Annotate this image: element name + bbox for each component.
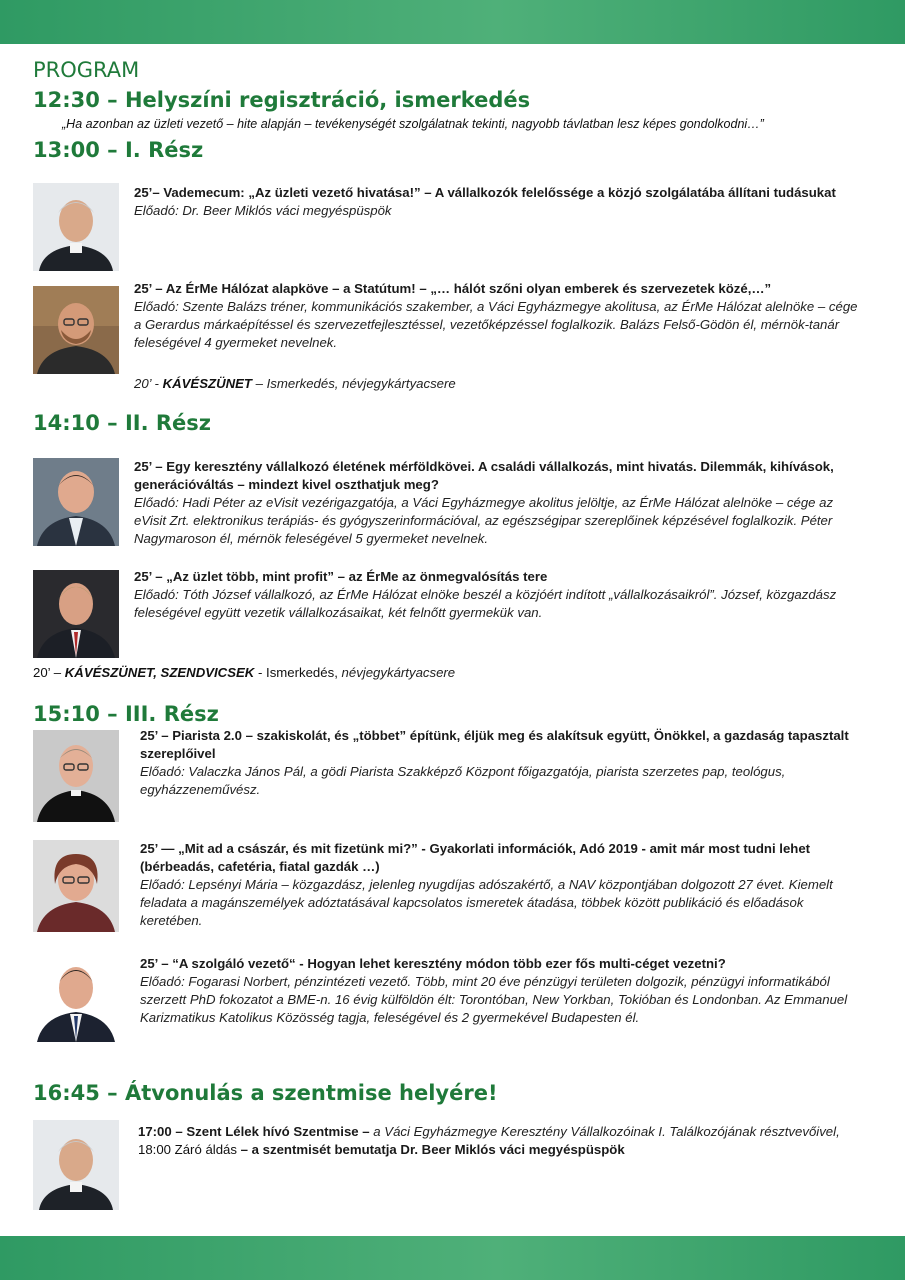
speaker-photo-beer-mass (33, 1120, 119, 1210)
speaker-photo-toth (33, 570, 119, 658)
heading-1510: 15:10 – III. Rész (33, 702, 219, 726)
talk-title: 25’ – Egy keresztény vállalkozó életének mérföldkövei. A családi vállalkozás, mint hivatás. Dilemmák, kihívások, generációváltás – mindezt kivel oszthatjuk meg? (134, 459, 834, 492)
session-1410-item1 (134, 458, 864, 548)
talk-title: 25’ — „Mit ad a császár, és mit fizetünk mi?” - Gyakorlati információk, Adó 2019 - amit már most tudni lehet (bérbeadás, cafetéria, fiatal gazdák …) (140, 841, 811, 874)
mass-info (138, 1123, 868, 1159)
talk-speaker: Előadó: Valaczka János Pál, a gödi Piarista Szakképző Központ főigazgatója, piarista szerzetes pap, teológus, egyházzeneművész. (140, 764, 786, 797)
talk-speaker: Előadó: Hadi Péter az eVisit vezérigazgatója, a Váci Egyházmegye akolitus jelöltje, az ÉrMe Hálózat alelnöke – cége az eVisit Zrt. elektronikus terápiás- és gyógyszerinformációval, az egészségipar szereplőinek képzésével foglalkozik. Péter Nagymaroson él, mérnök feleségével 5 gyermeket nevelnek. (134, 495, 834, 546)
coffee-break-2: 20’ – KÁVÉSZÜNET, SZENDVICSEK - Ismerkedés, névjegykártyacsere (33, 665, 456, 680)
program-label: PROGRAM (33, 58, 140, 82)
heading-1410: 14:10 – II. Rész (33, 411, 212, 435)
speaker-photo-fogarasi (33, 952, 119, 1042)
talk-speaker: Előadó: Tóth József vállalkozó, az ÉrMe Hálózat elnöke beszél a közjóért indított „vállalkozásaikról”. József, közgazdász feleségével együtt vezetik vállalkozásaikat, két felnőtt gyermekük van. (134, 587, 837, 620)
session-1410-item2 (134, 568, 864, 622)
session-1510-item3 (140, 955, 862, 1027)
heading-1230: 12:30 – Helyszíni regisztráció, ismerkedés (33, 88, 531, 112)
heading-1300: 13:00 – I. Rész (33, 138, 204, 162)
speaker-photo-hadi (33, 458, 119, 546)
talk-title: 25’ – Piarista 2.0 – szakiskolát, és „többet” építünk, éljük meg és alakítsuk együtt, Önökkel, a gazdaság tapasztalt szereplőivel (140, 728, 849, 761)
speaker-photo-beer (33, 183, 119, 271)
mass-line-2: 18:00 Záró áldás – a szentmisét bemutatja Dr. Beer Miklós váci megyéspüspök (138, 1142, 625, 1157)
mass-line-1: 17:00 – Szent Lélek hívó Szentmise – a Váci Egyházmegye Keresztény Vállalkozóinak I. Találkozójának résztvevőivel, (138, 1124, 840, 1139)
session-1510-item1 (140, 727, 862, 799)
top-green-band (0, 0, 905, 44)
talk-speaker: Előadó: Fogarasi Norbert, pénzintézeti vezető. Több, mint 20 éve pénzügyi területen dolgozik, pénzügyi informatikából szerzett PhD fokozatot a BME-n. 16 évig külföldön élt: Torontóban, New Yorkban, Tokióban és Londonban. Az Emmanuel Karizmatikus Katolikus Közösség tagja, feleségével és 2 gyermekével Budapesten él. (140, 974, 848, 1025)
break-label: KÁVÉSZÜNET, SZENDVICSEK (64, 665, 255, 680)
intro-quote: „Ha azonban az üzleti vezető – hite alapján – tevékenységét szolgálatnak tekinti, nagyobb távlatban lesz képes gondolkodni…” (62, 117, 764, 131)
session-1300-item1 (134, 184, 864, 220)
talk-speaker: Előadó: Szente Balázs tréner, kommunikációs szakember, a Váci Egyházmegye akolitusa, az ÉrMe Hálózat alelnöke – cége a Gerardus márkaépítéssel és szervezetfejlesztéssel, vezetőképzéssel foglalkozik. Balázs Felső-Gödön él, mérnök-tanár feleségével 4 gyermeket nevelnek. (134, 299, 858, 350)
speaker-photo-szente (33, 286, 119, 374)
talk-title: 25’ – „Az üzlet több, mint profit” – az ÉrMe az önmegvalósítás tere (134, 569, 548, 584)
session-1510-item2 (140, 840, 862, 930)
talk-title: 25’ – Az ÉrMe Hálózat alapköve – a Statútum! – „… hálót szőni olyan emberek és szervezetek közé,…” (134, 281, 772, 296)
speaker-photo-valaczka (33, 730, 119, 822)
break-label: KÁVÉSZÜNET (162, 376, 252, 391)
heading-1645: 16:45 – Átvonulás a szentmise helyére! (33, 1081, 498, 1105)
talk-speaker: Előadó: Dr. Beer Miklós váci megyéspüspök (134, 203, 392, 218)
session-1300-item2 (134, 280, 864, 352)
talk-title: 25’ – “A szolgáló vezető“ - Hogyan lehet keresztény módon több ezer fős multi-céget vezetni? (140, 956, 726, 971)
talk-speaker: Előadó: Lepsényi Mária – közgazdász, jelenleg nyugdíjas adószakértő, a NAV központjában dolgozott 27 évet. Kiemelt feladata a magánszemélyek adóztatásával kapcsolatos ismeretek átadása, többek között publikáció és előadások keretében. (140, 877, 833, 928)
talk-title: 25’– Vademecum: „Az üzleti vezető hivatása!” – A vállalkozók felelőssége a közjó szolgálatába állítani tudásukat (134, 185, 836, 200)
speaker-photo-lepsenyi (33, 840, 119, 932)
coffee-break-1: 20’ - KÁVÉSZÜNET – Ismerkedés, névjegykártyacsere (134, 376, 456, 391)
bottom-green-band (0, 1236, 905, 1280)
